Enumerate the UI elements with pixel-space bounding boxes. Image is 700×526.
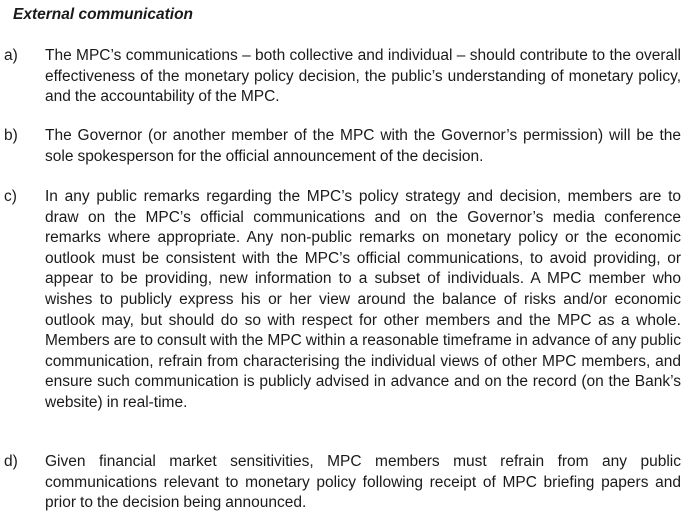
section-heading: External communication — [13, 6, 194, 23]
list-item-text: The Governor (or another member of the MPC with the Governor’s permission) will be the sole spokesperson for the official announcement of the decision. — [45, 127, 681, 165]
list-item-text: Given financial market sensitivities, MPC members must refrain from any public communications relevant to monetary policy following receipt of MPC briefing papers and prior to the decision being announced. — [45, 453, 681, 512]
list-item-letter: a) — [4, 47, 18, 64]
list-item-letter: b) — [4, 127, 18, 144]
list-item-letter: d) — [4, 453, 18, 470]
list-item-letter: c) — [4, 188, 17, 205]
list-item-text: In any public remarks regarding the MPC’s policy strategy and decision, members are to draw on the MPC’s official communications and on the Governor’s media conference remarks where appropriate. Any non-public remarks on monetary policy or the economic outlook must be consistent with the MPC’s official communications, to avoid providing, or appear to be providing, new information to a subset of individuals. A MPC member who wishes to publicly express his or her view around the balance of risks and/or economic outlook may, but should do so with respect for other members and the MPC as a whole. Members are to consult with the MPC within a reasonable timeframe in advance of any public communication, refrain from characterising the individual views of other MPC members, and ensure such communication is publicly advised in advance and on the record (on the Bank’s website) in real-time. — [45, 188, 681, 411]
list-item-text: The MPC’s communications – both collective and individual – should contribute to the overall effectiveness of the monetary policy decision, the public’s understanding of monetary policy, and the accountability of the MPC. — [45, 47, 681, 106]
